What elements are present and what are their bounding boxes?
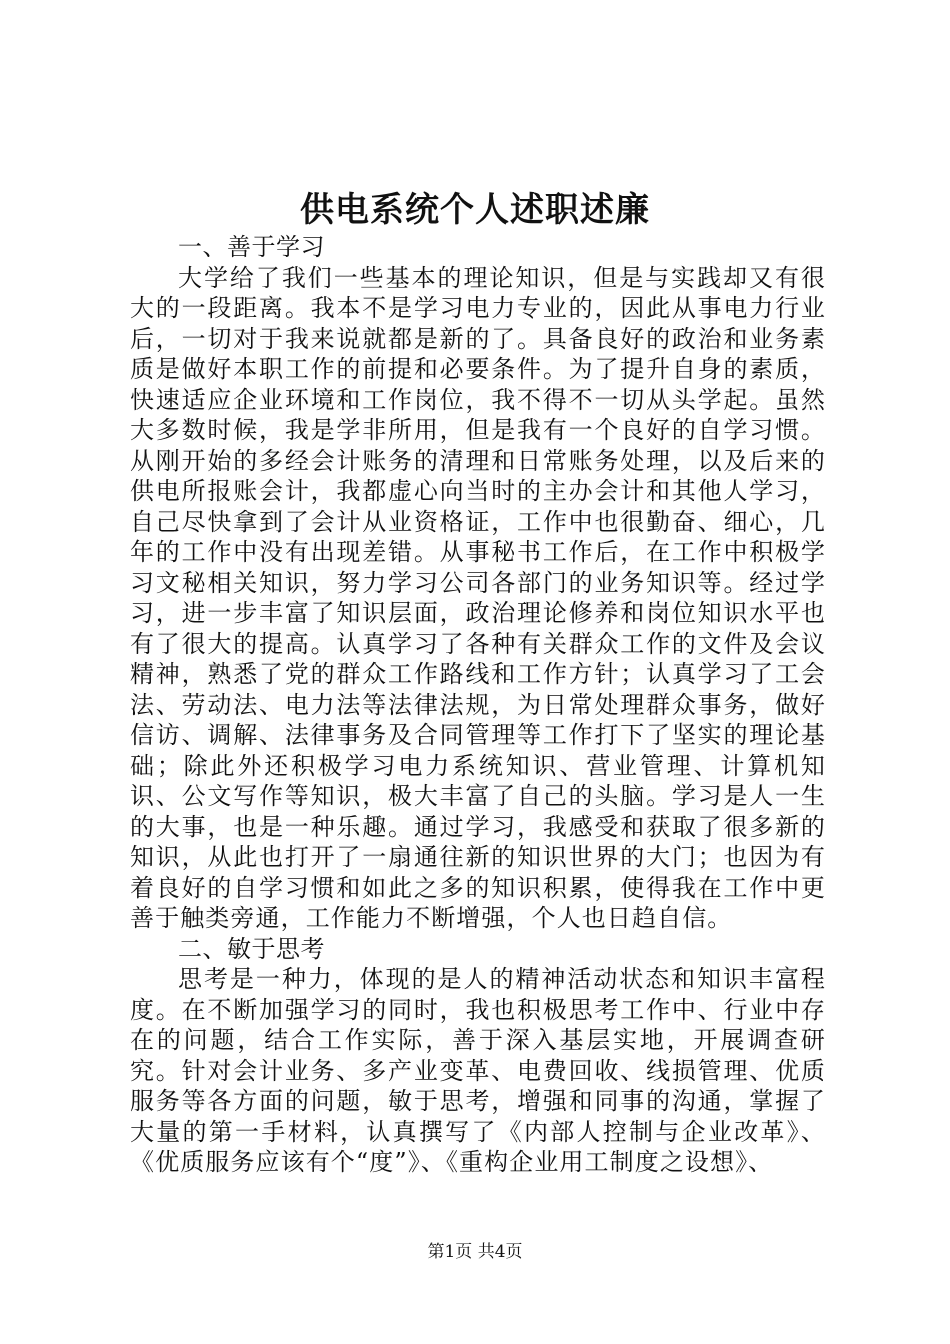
section-paragraph-thinking: 思考是一种力，体现的是人的精神活动状态和知识丰富程度。在不断加强学习的同时，我也积极思考工作中、行业中存在的问题，结合工作实际，善于深入基层实地，开展调查研究。针对会计业务、多产业变革、电费回收、线损管理、优质服务等各方面的问题，敏于思考，增强和同事的沟通，掌握了大量的第一手材料，认真撰写了《内部人控制与企业改革》、《优质服务应该有个“度”》、《重构企业用工制度之设想》、 <box>130 965 826 1176</box>
section-heading-learning: 一、善于学习 <box>178 233 325 261</box>
section-paragraph-learning: 大学给了我们一些基本的理论知识，但是与实践却又有很大的一段距离。我本不是学习电力专业的，因此从事电力行业后，一切对于我来说就都是新的了。具备良好的政治和业务素质是做好本职工作的前提和必要条件。为了提升自身的素质，快速适应企业环境和工作岗位，我不得不一切从头学起。虽然大多数时候，我是学非所用，但是我有一个良好的自学习惯。从刚开始的多经会计账务的清理和日常账务处理，以及后来的供电所报账会计，我都虚心向当时的主办会计和其他人学习，自己尽快拿到了会计从业资格证，工作中也很勤奋、细心，几年的工作中没有出现差错。从事秘书工作后，在工作中积极学习文秘相关知识，努力学习公司各部门的业务知识等。经过学习，进一步丰富了知识层面，政治理论修养和岗位知识水平也有了很大的提高。认真学习了各种有关群众工作的文件及会议精神，熟悉了党的群众工作路线和工作方针；认真学习了工会法、劳动法、电力法等法律法规，为日常处理群众事务，做好信访、调解、法律事务及合同管理等工作打下了坚实的理论基础；除此外还积极学习电力系统知识、营业管理、计算机知识、公文写作等知识，极大丰富了自己的头脑。学习是人一生的大事，也是一种乐趣。通过学习，我感受和获取了很多新的知识，从此也打开了一扇通往新的知识世界的大门；也因为有着良好的自学习惯和如此之多的知识积累，使得我在工作中更善于触类旁通，工作能力不断增强，个人也日趋自信。 <box>130 263 826 932</box>
document-title: 供电系统个人述职述廉 <box>300 190 650 230</box>
page-footer: 第1页 共4页 <box>427 1242 523 1262</box>
section-heading-thinking: 二、敏于思考 <box>178 934 325 963</box>
document-body <box>130 232 826 1178</box>
